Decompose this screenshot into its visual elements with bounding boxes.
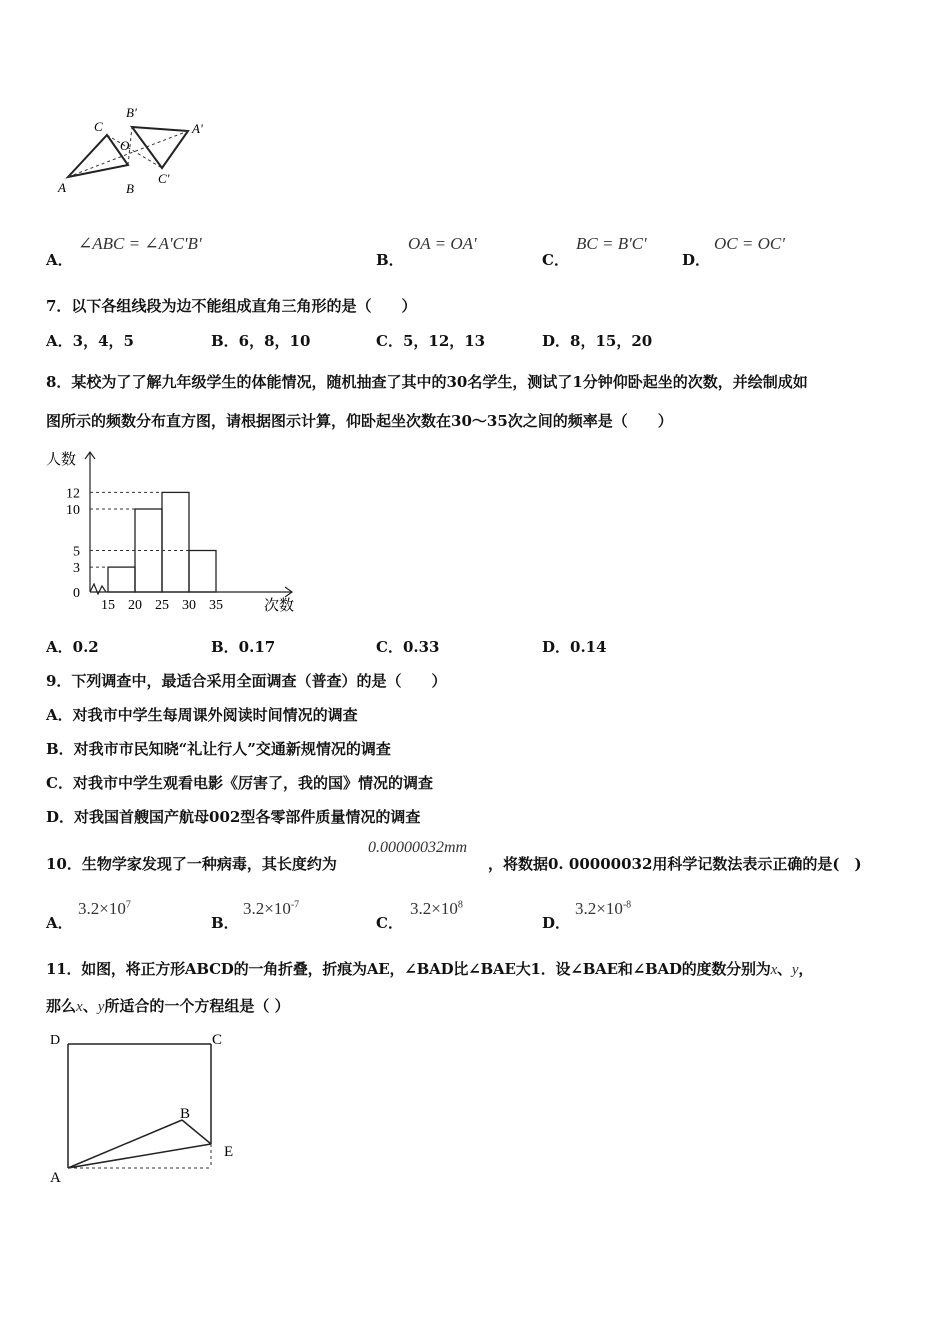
q11-stem-line2: 那么x、y所适合的一个方程组是（ ） [46, 997, 290, 1015]
y-tick-label: 12 [66, 486, 80, 502]
q6-option-c-letter: C． [542, 251, 569, 269]
q9-option-c: C．对我市中学生观看电影《厉害了，我的国》情况的调查 [46, 774, 433, 792]
q6-option-c-math: BC = B'C' [576, 234, 647, 253]
q10-option-a-math: $3.2\times 10^7$ [78, 899, 131, 918]
x-tick-label: 25 [155, 598, 169, 613]
q7-stem: 7．以下各组线段为边不能组成直角三角形的是（ ） [46, 297, 417, 315]
q10-stem-b: ，将数据0. 00000032用科学记数法表示正确的是( ) [488, 855, 862, 873]
q9-stem: 9．下列调查中，最适合采用全面调查（普查）的是（ ） [46, 672, 447, 690]
fold-line-ae [68, 1144, 211, 1168]
label-a: A [58, 180, 66, 195]
x-tick-label: 20 [128, 598, 142, 613]
label-d: D [50, 1033, 61, 1048]
q6-option-b-letter: B． [376, 251, 404, 269]
label-c: C [94, 119, 103, 134]
q10-option-b-letter: B． [211, 914, 239, 932]
q6-option-d-math: OC = OC' [714, 234, 785, 253]
q6-option-d-letter: D． [682, 251, 711, 269]
q10-option-c-math: $3.2\times 10^8$ [410, 899, 463, 918]
q8-stem-line1: 8．某校为了了解九年级学生的体能情况，随机抽查了其中的30名学生，测试了1分钟仰卧起坐的次数，并绘制成如 [46, 373, 808, 391]
q10-option-d-letter: D． [542, 914, 571, 932]
q7-option-a: A．3，4，5 [46, 332, 134, 350]
rotated-triangles-figure [50, 95, 230, 200]
q10-option-c-letter: C． [376, 914, 403, 932]
histogram-bar-25-30 [162, 492, 189, 592]
triangle-apbpcp [132, 127, 188, 168]
y-tick-label: 0 [73, 586, 80, 601]
q7-option-b: B．6，8，10 [211, 332, 311, 350]
label-b-prime: B' [126, 105, 137, 120]
q8-stem-line2: 图所示的频数分布直方图，请根据图示计算，仰卧起坐次数在30～35次之间的频率是（ ） [46, 412, 673, 430]
label-c-prime: C' [158, 171, 170, 186]
frequency-histogram [40, 444, 310, 619]
q10-option-d-math: $3.2\times 10^{-8}$ [575, 899, 632, 918]
label-o: O [120, 138, 130, 153]
q10-option-b-math: $3.2\times 10^{-7}$ [243, 899, 300, 918]
y-tick-label: 10 [66, 503, 80, 518]
q8-option-c: C．0.33 [376, 638, 440, 656]
q8-option-a: A．0.2 [46, 638, 99, 656]
q10-stem-math: 0.00000032mm [368, 839, 468, 856]
label-b: B [180, 1106, 191, 1122]
q7-option-c: C．5，12，13 [376, 332, 486, 350]
q6-option-a-math: ∠ABC = ∠A'C'B' [78, 234, 202, 253]
x-tick-label: 15 [101, 598, 115, 613]
q6-option-a-letter: A． [46, 251, 73, 269]
q9-option-b: B．对我市市民知晓“礼让行人”交通新规情况的调查 [46, 740, 391, 758]
q8-option-b: B．0.17 [211, 638, 276, 656]
y-tick-label: 5 [73, 544, 80, 560]
q9-option-a: A．对我市中学生每周课外阅读时间情况的调查 [46, 706, 358, 724]
histogram-bar-30-35 [189, 551, 216, 593]
q7-option-d: D．8，15，20 [542, 332, 653, 350]
x-axis-label: 次数 [264, 598, 295, 614]
label-a: A [50, 1170, 61, 1186]
label-b: B [126, 181, 134, 196]
folded-square-figure [44, 1028, 244, 1190]
x-tick-label: 35 [209, 598, 223, 613]
triangle-abc [68, 135, 128, 177]
label-e: E [224, 1144, 234, 1160]
q6-option-b-math: OA = OA' [408, 234, 477, 253]
histogram-bar-15-20 [108, 567, 135, 592]
y-tick-label: 3 [73, 561, 80, 577]
edge-ab [68, 1120, 182, 1168]
q10-option-a-letter: A． [46, 914, 73, 932]
q9-option-d: D．对我国首艘国产航母002型各零部件质量情况的调查 [46, 808, 421, 826]
q11-stem-line1: 11．如图，将正方形ABCD的一角折叠，折痕为AE，∠BAD比∠BAE大1．设∠BAE和∠BAD的度数分别为x、y， [46, 960, 814, 978]
label-c: C [212, 1032, 223, 1048]
edge-be [182, 1120, 211, 1144]
label-a-prime: A' [192, 121, 203, 136]
q10-stem-a: 10．生物学家发现了一种病毒，其长度约为 [46, 855, 337, 873]
y-axis-label: 人数 [46, 452, 77, 468]
x-tick-label: 30 [182, 598, 196, 613]
q8-option-d: D．0.14 [542, 638, 607, 656]
